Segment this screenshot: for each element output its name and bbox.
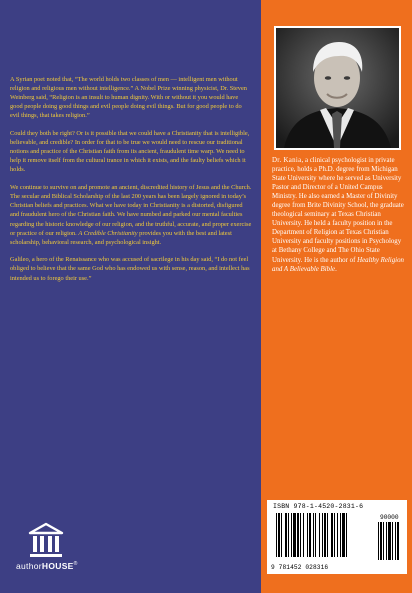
blurb-paragraph-1: A Syrian poet noted that, “The world holds two classes of men — intelligent men without religion and religious men without intelligence.” A Nobel Prize winning physicist, Dr. Steven Weinberg said, “Religion is an insult to human dignity. With or without it you would have good people doing good things and evil people doing evil things. But for good people to do evil things, that takes religion.”	[10, 76, 247, 120]
barcode-bar	[340, 513, 341, 557]
author-bio-end: .	[335, 265, 337, 273]
barcode-bar	[303, 513, 304, 557]
barcode-bar	[281, 513, 282, 557]
price-barcode-bar	[378, 522, 379, 560]
barcode-bar	[309, 513, 311, 557]
ean-digits: 9 781452 028316	[271, 564, 329, 571]
barcode-bar	[319, 513, 320, 557]
barcode-bar	[342, 513, 345, 557]
author-photo	[274, 26, 401, 150]
isbn-label: ISBN 978-1-4520-2831-6	[273, 503, 364, 510]
price-barcode-bar	[383, 522, 384, 560]
barcode-bar	[334, 513, 335, 557]
barcode-bar	[285, 513, 287, 557]
blurb-book-title: A Credible Christianity	[78, 229, 138, 237]
barcode-bar	[327, 513, 328, 557]
barcode-bar	[300, 513, 301, 557]
publisher-name-regular: author	[16, 561, 42, 571]
barcode-bar	[346, 513, 347, 557]
price-barcode-bar	[380, 522, 382, 560]
barcode-bar	[331, 513, 333, 557]
barcode-bar	[291, 513, 292, 557]
blurb-paragraph-3-text: We continue to survive on and promote an ancient, discredited history of Jesus and the Church. The secular and Biblical Scholarship of the last 200 years has been largely ignored in today’s Christian beliefs and practices. What we have today in Christianity is a distorted, disfigured and fraudulent hero of the Christian faith. We have numbed and parked our mental faculties regarding the historic knowledge of our religion, and the truthful, accurate, and proper exercise or practice of our religion. A Credible Christianity provides you with the best and latest scholarship, behavioral research, and psychological insight.	[10, 184, 252, 246]
barcode-bar	[288, 513, 289, 557]
publisher-name-bold: HOUSE	[41, 561, 74, 571]
barcode-bar	[278, 513, 280, 557]
author-name: Dr. Kania	[272, 157, 302, 164]
trademark-symbol: ®	[73, 561, 78, 568]
author-bio	[272, 156, 404, 274]
barcode-bar	[313, 513, 314, 557]
price-barcode-bar	[392, 522, 393, 560]
price-code: 90000	[380, 514, 399, 521]
price-barcode-bar	[388, 522, 391, 560]
author-bio-text: , a clinical psychologist in private practice, holds a Ph.D. degree from Michigan State University where he served as University Pastor and Director of a United Campus Ministry. He also earned a Master of Divinity degree from Brite Divinity School, the graduate theological seminary at Texas Christian University. He held a faculty position in the Department of Religion at Texas Christian University and faculty positions in Psychology at Bethany College and The Ohio State University. He is the author of	[272, 157, 404, 264]
publisher-name	[16, 561, 78, 571]
barcode-bar	[324, 513, 326, 557]
blurb-paragraph-3	[10, 183, 252, 247]
barcode-bar	[322, 513, 323, 557]
price-barcode-bar	[395, 522, 396, 560]
price-barcode-bar	[386, 522, 387, 560]
ean-barcode	[275, 513, 375, 557]
barcode-bar	[307, 513, 308, 557]
blurb-paragraph-4: Galileo, a hero of the Renaissance who was accused of sacrilege in his day said, “I do not feel obliged to believe that the same God who has endowed us with sense, reason, and intellect has intended us to forego their use.”	[10, 256, 250, 282]
publisher-logo	[16, 522, 106, 582]
barcode-bar	[337, 513, 338, 557]
building-columns-icon	[28, 522, 64, 560]
author-book-title: Healthy Religion and A Believable Bible	[272, 256, 404, 273]
blurb-text	[10, 75, 252, 291]
barcode-bar	[315, 513, 316, 557]
barcode-bar	[293, 513, 296, 557]
price-barcode-bar	[397, 522, 399, 560]
isbn-barcode-box	[267, 500, 407, 574]
barcode-bar	[276, 513, 277, 557]
barcode-bar	[297, 513, 299, 557]
author-portrait-image	[276, 28, 399, 148]
price-barcode	[377, 522, 403, 560]
blurb-paragraph-2: Could they both be right? Or is it possible that we could have a Christianity that is intelligible, believable, and credible? In order for that to be true we would need to rescue our traditional notions and practice of the Christian faith from its ancient, fraudulent time warp. We need to help it remove itself from the cultural trance in which it exists, and the faulty beliefs which it holds.	[10, 130, 250, 174]
